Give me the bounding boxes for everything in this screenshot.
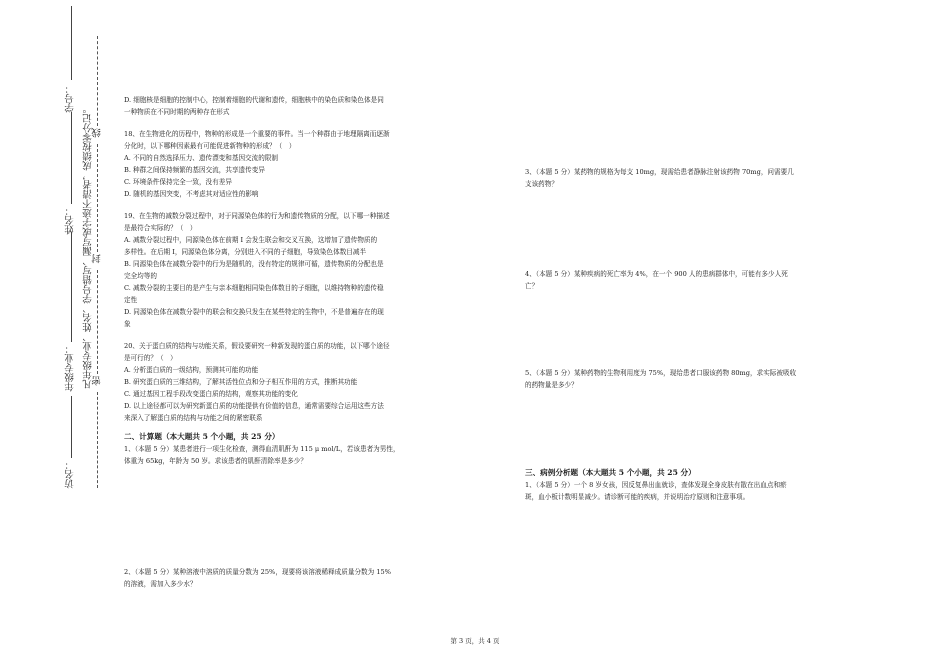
calc-question-2: 2、（本题 5 分）某种溶液中溶质的质量分数为 25%，现要将该溶液稀释成质量分数为 15% 的溶液，需加入多少水？ [124, 568, 391, 588]
option-b: B. 种群之间保持频繁的基因交流，共享遗传变异 [124, 166, 265, 174]
student-id-underline [71, 6, 72, 80]
option-d: D. 同源染色体在减数分裂中的联会和交换只发生在某些特定的生物中，不是普遍存在的现 [124, 308, 384, 316]
binding-margin [0, 0, 110, 672]
section-2-title: 二、计算题（本大题共 5 个小题，共 25 分） [124, 432, 280, 441]
left-column [124, 94, 469, 467]
case-question-1-cont: 斑，血小板计数明显减少。请诊断可能的疾病，并说明治疗原则和注意事项。 [525, 493, 750, 501]
page-number: 第 3 页，共 4 页 [450, 637, 500, 645]
seal-label-feng: 封 [92, 254, 103, 264]
seal-label-xian: 线 [92, 128, 103, 138]
option-c: C. 环境条件保持完全一致，没有差异 [124, 178, 232, 186]
option-a: A. 减数分裂过程中，同源染色体在前期 Ⅰ 会发生联会和交叉互换，这增加了遗传物质的 [124, 236, 378, 244]
calc-question-3: 3、（本题 5 分）某药物的规格为每支 10mg，现需给患者静脉注射该药物 70mg，问需要几 支该药物？ [525, 168, 794, 188]
option-d: D. 随机的基因突变，不考虑其对适应性的影响 [124, 190, 259, 198]
option-c-cont: 定性 [124, 296, 138, 304]
seal-line-lower [97, 270, 98, 374]
option-a-cont: 多样性。在后期 Ⅰ，同源染色体分离，分别进入不同的子细胞，导致染色体数目减半 [124, 248, 367, 256]
school-label: 访名： [65, 460, 76, 489]
question-stem: 18、在生物进化的历程中，物种的形成是一个重要的事件。当一个种群由于地理隔离而逐渐 [124, 130, 390, 138]
question-20 [124, 340, 469, 424]
seal-line-bottom [97, 392, 98, 488]
name-label: 姓名： [65, 206, 76, 235]
option-b: B. 研究蛋白质的三维结构，了解其活性位点和分子相互作用的方式，推断其功能 [124, 378, 358, 386]
question-18 [124, 128, 469, 200]
option-c: C. 通过基因工程手段改变蛋白质的结构，观察其功能的变化 [124, 390, 298, 398]
grade-major-label: 年级专业： [65, 344, 76, 392]
q17-option-d: D. 细胞核是细胞的控制中心，控制着细胞的代谢和遗传，细胞核中的染色质和染色体是同 一种物质在不同时期的两种存在形式 [124, 96, 384, 116]
section-3-title: 三、病例分析题（本大题共 5 个小题，共 25 分） [525, 468, 696, 477]
calc-question-1: 1、（本题 5 分）某患者进行一项生化检查，测得血清肌酐为 115 μ mol/L，若该患者为男性， 体重为 65kg，年龄为 50 岁。求该患者的肌酐清除率是多少？ [124, 445, 400, 465]
option-a: A. 分析蛋白质的一级结构，预测其可能的功能 [124, 366, 259, 374]
option-a: A. 不同的自然选择压力、遗传漂变和基因交流的限制 [124, 154, 279, 162]
student-id-label: 学号： [65, 84, 76, 113]
seal-line-middle [97, 144, 98, 252]
question-stem: 是可行的？（ ） [124, 354, 177, 362]
name-underline [71, 112, 72, 204]
calc-question-5: 5、（本题 5 分）某种药物的生物利用度为 75%，现给患者口服该药物 80mg，求实际被吸收 的药物量是多少？ [525, 369, 797, 389]
binding-notice: 凡年级专业、姓名、学号错写、漏写或字迹不清者，成绩按零分记。 [83, 104, 94, 389]
option-d-cont: 象 [124, 320, 131, 328]
question-stem: 是最符合实际的？（ ） [124, 224, 197, 232]
question-stem: 20、关于蛋白质的结构与功能关系，假设要研究一种新发现的蛋白质的功能，以下哪个途径 [124, 342, 390, 350]
option-b: B. 同源染色体在减数分裂中的行为是随机的，没有特定的规律可循，遗传物质的分配也是 [124, 260, 384, 268]
seal-label-mi: 密 [92, 376, 103, 386]
school-underline [71, 396, 72, 458]
calc-question-4: 4、（本题 5 分）某种疾病的死亡率为 4%，在一个 900 人的患病群体中，可能有多少人死 亡？ [525, 270, 788, 290]
grade-major-underline [71, 232, 72, 342]
question-stem: 19、在生物的减数分裂过程中，对于同源染色体的行为和遗传物质的分配，以下哪一种描述 [124, 212, 390, 220]
option-b-cont: 完全均等的 [124, 272, 157, 280]
case-question-1: 1、（本题 5 分）一个 8 岁女孩，因反复鼻出血就诊，查体发现全身皮肤有散在出血点和瘀 [525, 481, 787, 489]
case-analysis-section [525, 466, 870, 503]
question-19 [124, 210, 469, 330]
option-c: C. 减数分裂的主要目的是产生与亲本细胞相同染色体数目的子细胞，以维持物种的遗传稳 [124, 284, 384, 292]
question-stem: 分化时，以下哪种因素最有可能促进新物种的形成？（ ） [124, 142, 296, 150]
option-d: D. 以上途径都可以为研究新蛋白质的功能提供有价值的信息，通常需要综合运用这些方法 [124, 402, 384, 410]
seal-line-top [97, 36, 98, 126]
option-d-cont: 来深入了解蛋白质的结构与功能之间的紧密联系 [124, 414, 263, 422]
